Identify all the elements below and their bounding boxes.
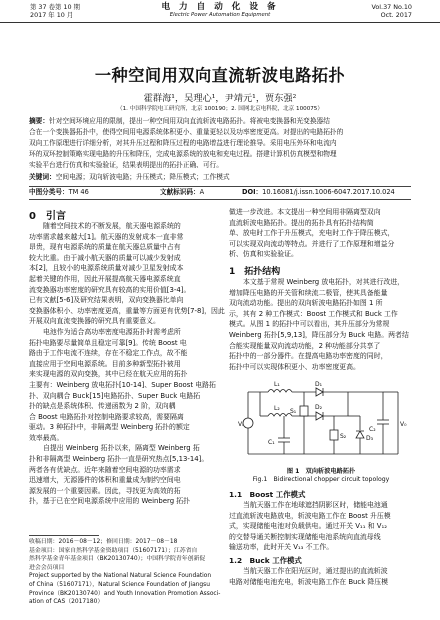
- keywords-line: [29, 172, 230, 183]
- right-line: Weinberg 拓扑[5,9,13]，降压部分为 Buck 电路。两者结: [229, 330, 409, 339]
- label-d3: D₃: [366, 435, 374, 442]
- right-line: 增加降压电路的开关管和续流二极管，使其具备能量: [229, 288, 388, 297]
- header-date: 2017 年 10 月: [30, 11, 74, 19]
- left-line: 扑的缺点是系统体积、传递函数为 2 阶，双向耦: [29, 402, 176, 411]
- footnote-line: of China（51607171），Natural Science Foundation of Jiangsu: [29, 581, 210, 588]
- right-line: 析、仿真和实验验证。: [229, 250, 298, 259]
- label-s1: S₁: [290, 408, 297, 415]
- left-line: 变换器体积小、功率密度更高，重量等方面更有优势[7-8]，因此: [29, 306, 225, 315]
- right-line: 拓扑中可以实现体积更小、功率密度更高。: [229, 362, 360, 371]
- right-line: 本文基于常规 Weinberg 放电拓扑，对其进行改进，: [243, 278, 405, 286]
- right-line: 做进一步改进。本文提出一种空间用非隔离型双向: [229, 208, 381, 216]
- inductor-l1: [268, 390, 292, 393]
- figure-caption-en: Fig.1 Bidirectional chopper circuit topology: [252, 476, 390, 483]
- left-line: 两者各有优缺点。近年来随着空间电源的功率需求: [29, 465, 181, 474]
- diode-d1: [316, 388, 323, 396]
- abstract-line-4: 实验平台进行仿真和实验验证，结果表明提出的拓扑正确、可行。: [29, 161, 223, 169]
- left-line: 主要有：Weinberg 放电拓扑[10-14]、Super Boost 电路拓: [29, 380, 216, 389]
- left-line: 迅速增大，无源器件的体积和重量成为制约空间电: [29, 476, 181, 485]
- label-v0: V₀: [400, 421, 407, 428]
- right-column-top: [229, 207, 413, 260]
- right-line: 输送功率，此时开关 V₁₃ 不工作。: [229, 543, 334, 552]
- paper-title: 一种空间用双向直流斩波电路拓扑: [94, 66, 346, 85]
- left-line: 合 Boost 电路拓扑对控制电路要求较高，需要隔离: [29, 412, 184, 421]
- label-d2: D₂: [315, 404, 323, 411]
- figure-caption-cn: 图 1 双向斩波电路拓扑: [286, 468, 356, 475]
- left-line: 直接应用于空间电源系统。目前多种新型拓扑被用: [29, 359, 181, 368]
- left-line: 电池作为适合高功率密度电源拓扑时需考虑所: [43, 327, 181, 336]
- section-1-heading: 1 拓扑结构: [229, 267, 281, 277]
- footnote-line: Project supported by the National Natural Science Foundation: [29, 573, 212, 580]
- right-line: 电路对储能电池充电，斩波电路工作在 Buck 降压模: [229, 577, 389, 586]
- left-line: 功率需求越来越大[1]。航天器的发射成本一直非常: [29, 232, 184, 241]
- label-c2: C₂: [369, 426, 376, 433]
- right-column-s11: [229, 500, 413, 553]
- left-line: 效率最高。: [29, 433, 64, 442]
- label-l2: L₂: [274, 405, 280, 412]
- left-line: 扑、双向耦合 Buck[15]电路拓扑、Super Buck 电路拓: [29, 391, 201, 400]
- left-line: 路由于工作电流不连续，存在不稳定工作点，故不能: [29, 349, 188, 358]
- left-line: 拓扑电路要尽量简单且稳定可靠[9]。传统 Boost 电: [29, 338, 187, 347]
- left-line: 扑，基于已在空间电源系统中应用的 Weinberg 拓扑: [29, 497, 191, 506]
- right-column-s12: [229, 566, 413, 587]
- right-line: 式，实现储能电池对负载供电。通过开关 V₁₁ 和 V₁₂: [229, 522, 387, 531]
- meta-rule-top: [29, 186, 411, 187]
- journal-name-en: Electric Power Automation Equipment: [169, 12, 271, 18]
- left-line: 来实现电源的双向变换，其中已经在航天应用的拓扑: [29, 370, 188, 379]
- switch-s2: [330, 430, 338, 440]
- clc-label: 中图分类号：: [29, 188, 69, 196]
- left-column-body: [29, 221, 225, 507]
- left-line: 自提出 Weinberg 拓扑以来，隔离型 Weinberg 拓: [43, 444, 200, 453]
- header-date-en: Oct. 2017: [380, 11, 412, 19]
- left-line: 昂贵，现有电源系统的质量在航天器总质量中占有: [29, 243, 181, 252]
- abstract-line-0: [29, 116, 330, 127]
- affiliation: （1. 中国科学院电工研究所，北京 100190；2. 国网北京电科院，北京 100075）: [117, 106, 323, 112]
- left-line: 扑和非隔离型 Weinberg 拓扑一直是研究热点[5,13-14]。: [29, 455, 209, 464]
- right-line: 模式。从图 1 的拓扑中可以看出，其升压部分为常规: [229, 320, 390, 329]
- input-source-symbol: [243, 418, 253, 428]
- abstract-line-3: 环的双环控制策略实现电路的升压和降压，完成电源系统的放电和充电过程。搭建计算机仿真模型和物理: [29, 150, 337, 158]
- right-line: 的交替导通关断控制实现储能电池系统向直流母线: [229, 532, 381, 541]
- right-line: 示，其有 2 种工作模式：Boost 工作模式和 Buck 工作: [229, 309, 398, 318]
- left-line: 开展双向直流变换器的研究具有重要意义。: [29, 317, 160, 326]
- doc-code: [160, 188, 204, 197]
- header-volume: 第 37 卷第 10 期: [30, 3, 80, 11]
- left-line: 已有文献[5-6]及研究结果表明，双向变换器比单向: [29, 296, 184, 305]
- left-line: 随着空间技术的不断发展，航天器电源系统的: [43, 222, 181, 230]
- section-0-heading: 0 引言: [29, 211, 66, 222]
- circuit-diagram: [238, 378, 410, 466]
- left-line: 较大比重。由于减小航天器的质量可以减少发射成: [29, 253, 181, 262]
- diode-d2: [316, 412, 323, 420]
- keywords-text: 空间电源；双向斩波电路；升压模式；降压模式；工作模式: [55, 173, 230, 181]
- footnote-line: 基金项目：国家自然科学基金资助项目（51607171）；江苏省自: [29, 547, 198, 554]
- right-column-mid: [229, 277, 413, 372]
- doi-label: DOI：: [242, 188, 263, 196]
- left-line: 本[2]，且较小的电源系统质量对减少卫星发射成本: [29, 264, 184, 273]
- right-line: 合能实现能量双向流动功能，2 种功能部分共享了: [229, 341, 381, 350]
- abstract-line-2: 双向工作原理进行详细分析，对其升压过程和降压过程的电路增益进行理论推导。采用电压外环和电流内: [29, 139, 337, 147]
- label-vi: Vᵢ: [238, 421, 244, 428]
- meta-rule-bottom: [29, 199, 411, 200]
- authors: 霍群海¹，吴理心¹，尹靖元¹，贾东强²: [143, 93, 297, 104]
- left-line: 流变换器功率密度的研究具有较高的实用价值[3-4]。: [29, 285, 191, 294]
- doi: [242, 188, 395, 197]
- inductor-l2: [268, 414, 292, 417]
- header-journal: [150, 2, 290, 19]
- label-d1: D₁: [315, 381, 323, 388]
- footnote-line: Province（BK20130740）and Youth Innovation Promotion Associ-: [29, 590, 221, 597]
- left-line: 起着关键的作用，因此开展提高航天器电源系统直: [29, 274, 181, 283]
- right-line: 当航天器工作在地球遮挡阴影区时，储能电池通: [243, 501, 388, 509]
- running-header: [0, 0, 440, 23]
- clc-value: TM 46: [68, 188, 89, 196]
- diode-d3: [356, 431, 364, 438]
- right-line: 当航天器工作在阳光区时，通过提出的直流斩波: [243, 567, 388, 575]
- footnote-line: 收稿日期：2016－08－12；修回日期：2017－08－18: [29, 539, 178, 545]
- label-c1: C₁: [268, 439, 275, 446]
- header-volume-en: Vol.37 No.10: [371, 3, 412, 11]
- header-left: [30, 3, 80, 19]
- footnote-line: 进会会员项目: [29, 564, 65, 571]
- right-line: 过直流斩波电路放电，斩波电路工作在 Boost 升压模: [229, 511, 391, 520]
- footnote: [29, 538, 221, 607]
- doc-code-value: A: [199, 188, 205, 196]
- header-right: [372, 3, 413, 19]
- footnote-line: 然科学基金青年基金项目（BK20130740）；中国科学院青年创新促: [29, 556, 206, 563]
- right-line: 单、放电时工作于升压模式，充电时工作于降压模式，: [229, 229, 395, 238]
- section-1-1-heading: 1.1 Boost 工作模式: [229, 490, 306, 499]
- left-line: 驱动。3 种拓扑中，非隔离型 Weinberg 拓扑的额定: [29, 423, 190, 432]
- label-s2: S₂: [340, 433, 347, 440]
- meta-line: [29, 188, 89, 197]
- footnote-line: ation of CAS（2017180）: [29, 599, 104, 606]
- abstract-text: 针对空间环境应用的限制，提出一种空间用双向直流斩波电路拓扑。将被电变换器和光变换器结: [49, 117, 330, 125]
- label-l1: L₁: [274, 381, 280, 388]
- abstract-label: 摘要：: [29, 117, 50, 125]
- section-1-2-heading: 1.2 Buck 工作模式: [229, 556, 302, 565]
- doi-value: 10.16081/j.issn.1006-6047.2017.10.024: [262, 188, 395, 196]
- footnote-rule: [29, 535, 99, 536]
- right-line: 可以实现双向流动等特点。并进行了工作原理和增益分: [229, 239, 395, 248]
- right-line: 拓扑中的一部分器件。在提高电路功率密度的同时，: [229, 352, 388, 361]
- left-line: 源发展的一个重要因素。因此，寻找更为高效的拓: [29, 486, 181, 495]
- journal-name-cn: 电 力 自 动 化 设 备: [161, 2, 279, 12]
- right-line: 直流斩波电路拓扑。提出的拓扑具有拓扑结构简: [229, 218, 374, 227]
- right-line: 双向流动功能。提出的双向斩波电路拓扑如图 1 所: [229, 299, 383, 308]
- abstract-line-1: 合在一个变换器拓扑中，使得空间用电源系统体积更小、重量更轻以及功率密度更高。对提出的电路拓扑的: [29, 128, 344, 136]
- switch-s1: [300, 406, 308, 416]
- doc-code-label: 文献标识码：: [160, 188, 200, 196]
- keywords-label: 关键词：: [29, 173, 56, 181]
